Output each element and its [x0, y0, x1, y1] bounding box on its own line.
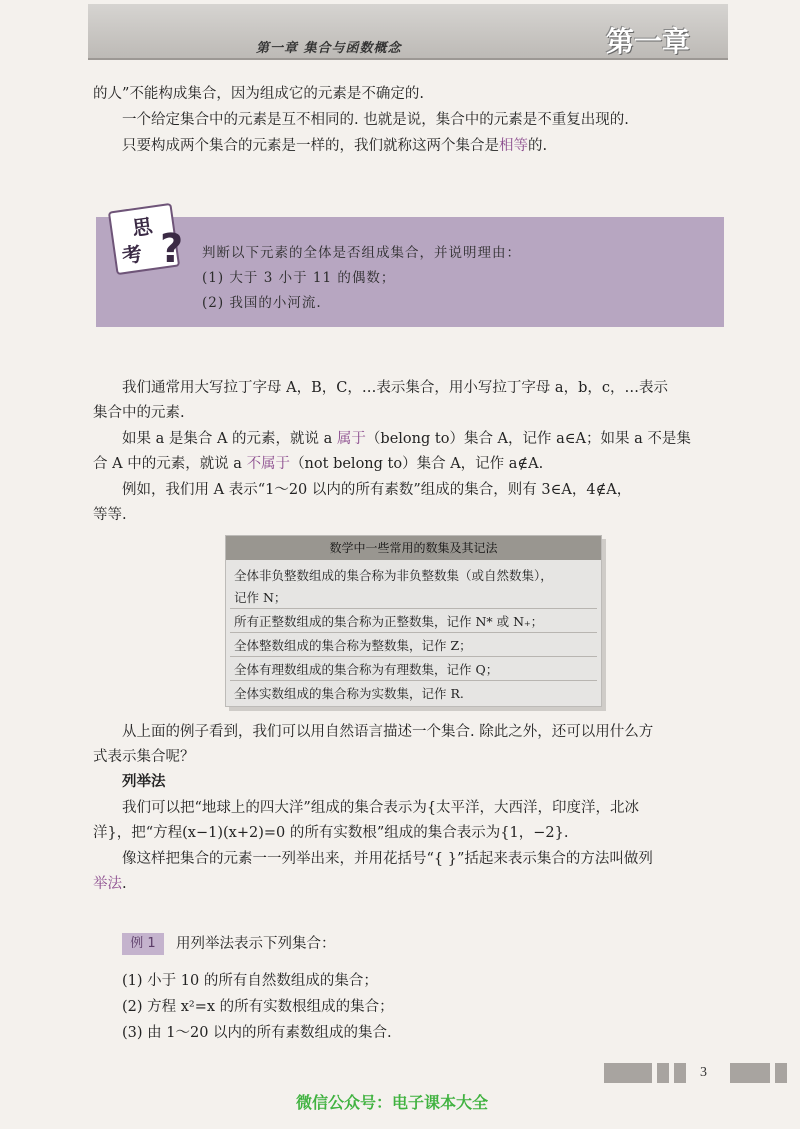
table-title: 数学中一些常用的数集及其记法: [226, 536, 601, 560]
footer-bar: [657, 1063, 669, 1083]
section-heading: 列举法: [122, 774, 166, 790]
paragraph-line: 等等.: [93, 507, 127, 523]
table-divider: [230, 680, 597, 681]
text-run: 只要构成两个集合的元素是一样的，我们就称这两个集合是: [122, 138, 499, 154]
table-row: 全体非负整数组成的集合称为非负整数集（或自然数集），: [234, 568, 553, 583]
chapter-header-title: 第一章 集合与函数概念: [256, 41, 402, 56]
think-line: 判断以下元素的全体是否组成集合，并说明理由：: [202, 245, 521, 261]
paragraph-line: 式表示集合呢？: [93, 749, 195, 765]
paragraph-line: [93, 454, 543, 474]
term-equal: 相等: [499, 138, 528, 154]
paragraph-line: 集合中的元素.: [93, 405, 185, 421]
table-row: 全体实数组成的集合称为实数集，记作 R.: [234, 686, 464, 701]
text-run: （belong to）集合 A，记作 a∈A；如果 a 不是集: [365, 431, 691, 447]
table-row: 全体有理数组成的集合称为有理数集，记作 Q；: [234, 662, 499, 677]
footer-bar: [730, 1063, 770, 1083]
table-divider: [230, 608, 597, 609]
paragraph-line: [122, 136, 547, 156]
table-row: 所有正整数组成的集合称为正整数集，记作 N* 或 N₊；: [234, 614, 544, 629]
footer-bar: [604, 1063, 652, 1083]
text-run: .: [122, 876, 127, 892]
table-divider: [230, 632, 597, 633]
text-run: 的.: [528, 138, 548, 154]
table-row: 全体整数组成的集合称为整数集，记作 Z；: [234, 638, 472, 653]
text-run: 合 A 中的元素，就说 a: [93, 456, 247, 472]
paragraph-line: 例如，我们用 A 表示“1～20 以内的所有素数”组成的集合，则有 3∈A，4∉A，: [122, 482, 632, 498]
term-not-belong: 不属于: [246, 456, 291, 472]
paragraph-line: 从上面的例子看到，我们可以用自然语言描述一个集合. 除此之外，还可以用什么方: [122, 724, 654, 740]
think-line: (1) 大于 3 小于 11 的偶数；: [202, 270, 396, 286]
think-line: (2) 我国的小河流.: [202, 295, 322, 311]
number-sets-table: [225, 535, 602, 707]
page-number: 3: [700, 1065, 707, 1080]
term-listing-method: 举法: [93, 876, 122, 892]
example-item: (2) 方程 x²=x 的所有实数根组成的集合；: [122, 999, 394, 1015]
paragraph-line: 一个给定集合中的元素是互不相同的. 也就是说，集合中的元素是不重复出现的.: [122, 112, 629, 128]
term-belong: 属于: [336, 431, 366, 447]
paragraph-line: 像这样把集合的元素一一列举出来，并用花括号“{ }”括起来表示集合的方法叫做列: [122, 851, 653, 867]
paragraph-line: 的人”不能构成集合，因为组成它的元素是不确定的.: [93, 86, 425, 102]
think-badge-char-2: 考: [120, 241, 144, 269]
footer-bar: [775, 1063, 787, 1083]
example-item: (3) 由 1～20 以内的所有素数组成的集合.: [122, 1025, 392, 1041]
think-box: [96, 217, 724, 327]
paragraph-line: 我们通常用大写拉丁字母 A，B，C，…表示集合，用小写拉丁字母 a，b，c，…表示: [122, 380, 668, 396]
paragraph-line: [93, 874, 127, 894]
think-badge-char-1: 思: [130, 213, 154, 241]
paragraph-line: [122, 429, 691, 449]
chapter-mark: 第一章: [606, 25, 691, 58]
footer-bar: [674, 1063, 686, 1083]
table-divider: [230, 656, 597, 657]
question-mark-icon: ?: [160, 226, 184, 272]
paragraph-line: 我们可以把“地球上的四大洋”组成的集合表示为{太平洋，大西洋，印度洋，北冰: [122, 800, 640, 816]
text-run: 如果 a 是集合 A 的元素，就说 a: [122, 431, 337, 447]
example-item: (1) 小于 10 的所有自然数组成的集合；: [122, 973, 378, 989]
text-run: （not belong to）集合 A，记作 a∉A.: [290, 456, 544, 472]
example-tag: 例 1: [122, 933, 164, 955]
paragraph-line: 洋}，把“方程(x−1)(x+2)=0 的所有实数根”组成的集合表示为{1，−2}.: [93, 825, 569, 841]
table-row: 记作 N；: [234, 590, 287, 605]
example-prompt: 用列举法表示下列集合：: [176, 936, 336, 952]
watermark: 微信公众号：电子课本大全: [296, 1093, 489, 1112]
